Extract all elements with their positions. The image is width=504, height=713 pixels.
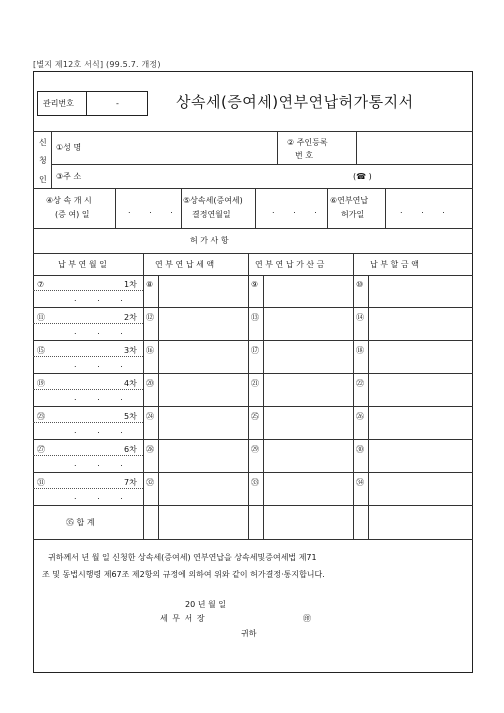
col-header-installment-tax: 연 부 연 납 세 액 [155, 260, 215, 269]
row-term: 5차 [124, 412, 137, 421]
row-number: ⑮ [37, 346, 45, 355]
col-header-additional-charge: 연 부 연 납 가 산 금 [255, 260, 325, 269]
row-tax-number: ⑧ [146, 280, 154, 289]
row-number: ⑦ [37, 280, 45, 289]
row-term: 2차 [124, 313, 137, 322]
row-tax-number: ⑫ [146, 313, 154, 322]
name-label: ①성 명 [56, 143, 82, 152]
row-tax-number: ⑳ [146, 379, 154, 388]
resident-number-label: ② 주인등록 [287, 138, 328, 147]
row-tax-number: ㉘ [146, 445, 154, 454]
tax-office-head: 세 무 서 장 [160, 614, 206, 623]
permit-date-label-2: 허가일 [341, 210, 365, 219]
form-frame [33, 71, 473, 673]
row-charge-number: ㉑ [251, 379, 259, 388]
applicant-label-3: 인 [39, 175, 47, 184]
seal-icon: ㊞ [303, 614, 311, 623]
row-amount-number: ㉚ [356, 445, 364, 454]
row-term: 1차 [124, 280, 137, 289]
inheritance-start-date: . . . [128, 206, 181, 215]
phone-field: (☎ ) [353, 172, 372, 181]
row-amount-number: ㉒ [356, 379, 364, 388]
addressee: 귀하 [241, 629, 257, 638]
row-date: . . . [74, 294, 132, 303]
row-date: . . . [74, 459, 132, 468]
row-amount-number: ㉖ [356, 412, 364, 421]
notice-line-2: 조 및 동법시행령 제67조 제2항의 규정에 의하여 위와 같이 허가결정·통지합니다. [42, 570, 325, 579]
decision-date-label: ⑤상속세(증여세) [183, 196, 243, 205]
row-amount-number: ⑭ [356, 313, 364, 322]
row-term: 4차 [124, 379, 137, 388]
decision-date: . . . [272, 206, 325, 215]
notice-line-1: 귀하께서 년 월 일 신청한 상속세(증여세) 연부연납을 상속세및증여세법 제71 [48, 553, 317, 562]
row-term: 7차 [124, 478, 137, 487]
row-charge-number: ㉙ [251, 445, 259, 454]
total-label: ㉟ 합 계 [66, 518, 95, 527]
permit-date: . . . [400, 206, 453, 215]
inheritance-start-label-2: (증 여) 일 [55, 210, 90, 219]
col-header-payment-date: 납 부 연 월 일 [58, 260, 107, 269]
row-number: ㉓ [37, 412, 45, 421]
row-charge-number: ⑬ [251, 313, 259, 322]
row-number: ㉛ [37, 478, 45, 487]
address-label: ③주 소 [56, 172, 82, 181]
row-term: 6차 [124, 445, 137, 454]
row-amount-number: ⑱ [356, 346, 364, 355]
row-amount-number: ㉞ [356, 478, 364, 487]
row-number: ⑪ [37, 313, 45, 322]
applicant-label-1: 신 [39, 138, 47, 147]
row-term: 3차 [124, 346, 137, 355]
management-number-box [37, 91, 148, 116]
row-amount-number: ⑩ [356, 280, 364, 289]
row-charge-number: ㉝ [251, 478, 259, 487]
decision-date-label-2: 결정연월일 [192, 210, 231, 219]
row-date: . . . [74, 393, 132, 402]
permit-section-header: 허 가 사 항 [190, 236, 229, 245]
row-charge-number: ⑨ [251, 280, 259, 289]
row-tax-number: ㉔ [146, 412, 154, 421]
page-title: 상속세(증여세)연부연납허가통지서 [176, 93, 414, 111]
form-caption: [별지 제12호 서식] (99.5.7. 개정) [33, 60, 161, 69]
row-date: . . . [74, 327, 132, 336]
row-charge-number: ⑰ [251, 346, 259, 355]
resident-number-label-2: 번 호 [295, 151, 313, 160]
applicant-label-2: 청 [39, 156, 47, 165]
inheritance-start-label: ④상 속 개 시 [46, 196, 92, 205]
row-date: . . . [74, 426, 132, 435]
col-header-amount-due: 납 부 할 금 액 [370, 260, 419, 269]
management-number-label: 관리번호 [43, 99, 74, 108]
row-number: ㉗ [37, 445, 45, 454]
management-number-value: - [116, 99, 119, 108]
permit-date-label: ⑥연부연납 [330, 196, 369, 205]
row-charge-number: ㉕ [251, 412, 259, 421]
row-number: ⑲ [37, 379, 45, 388]
row-tax-number: ⑯ [146, 346, 154, 355]
row-date: . . . [74, 492, 132, 501]
row-tax-number: ㉜ [146, 478, 154, 487]
row-date: . . . [74, 360, 132, 369]
issue-date: 20 년 월 일 [185, 600, 226, 609]
